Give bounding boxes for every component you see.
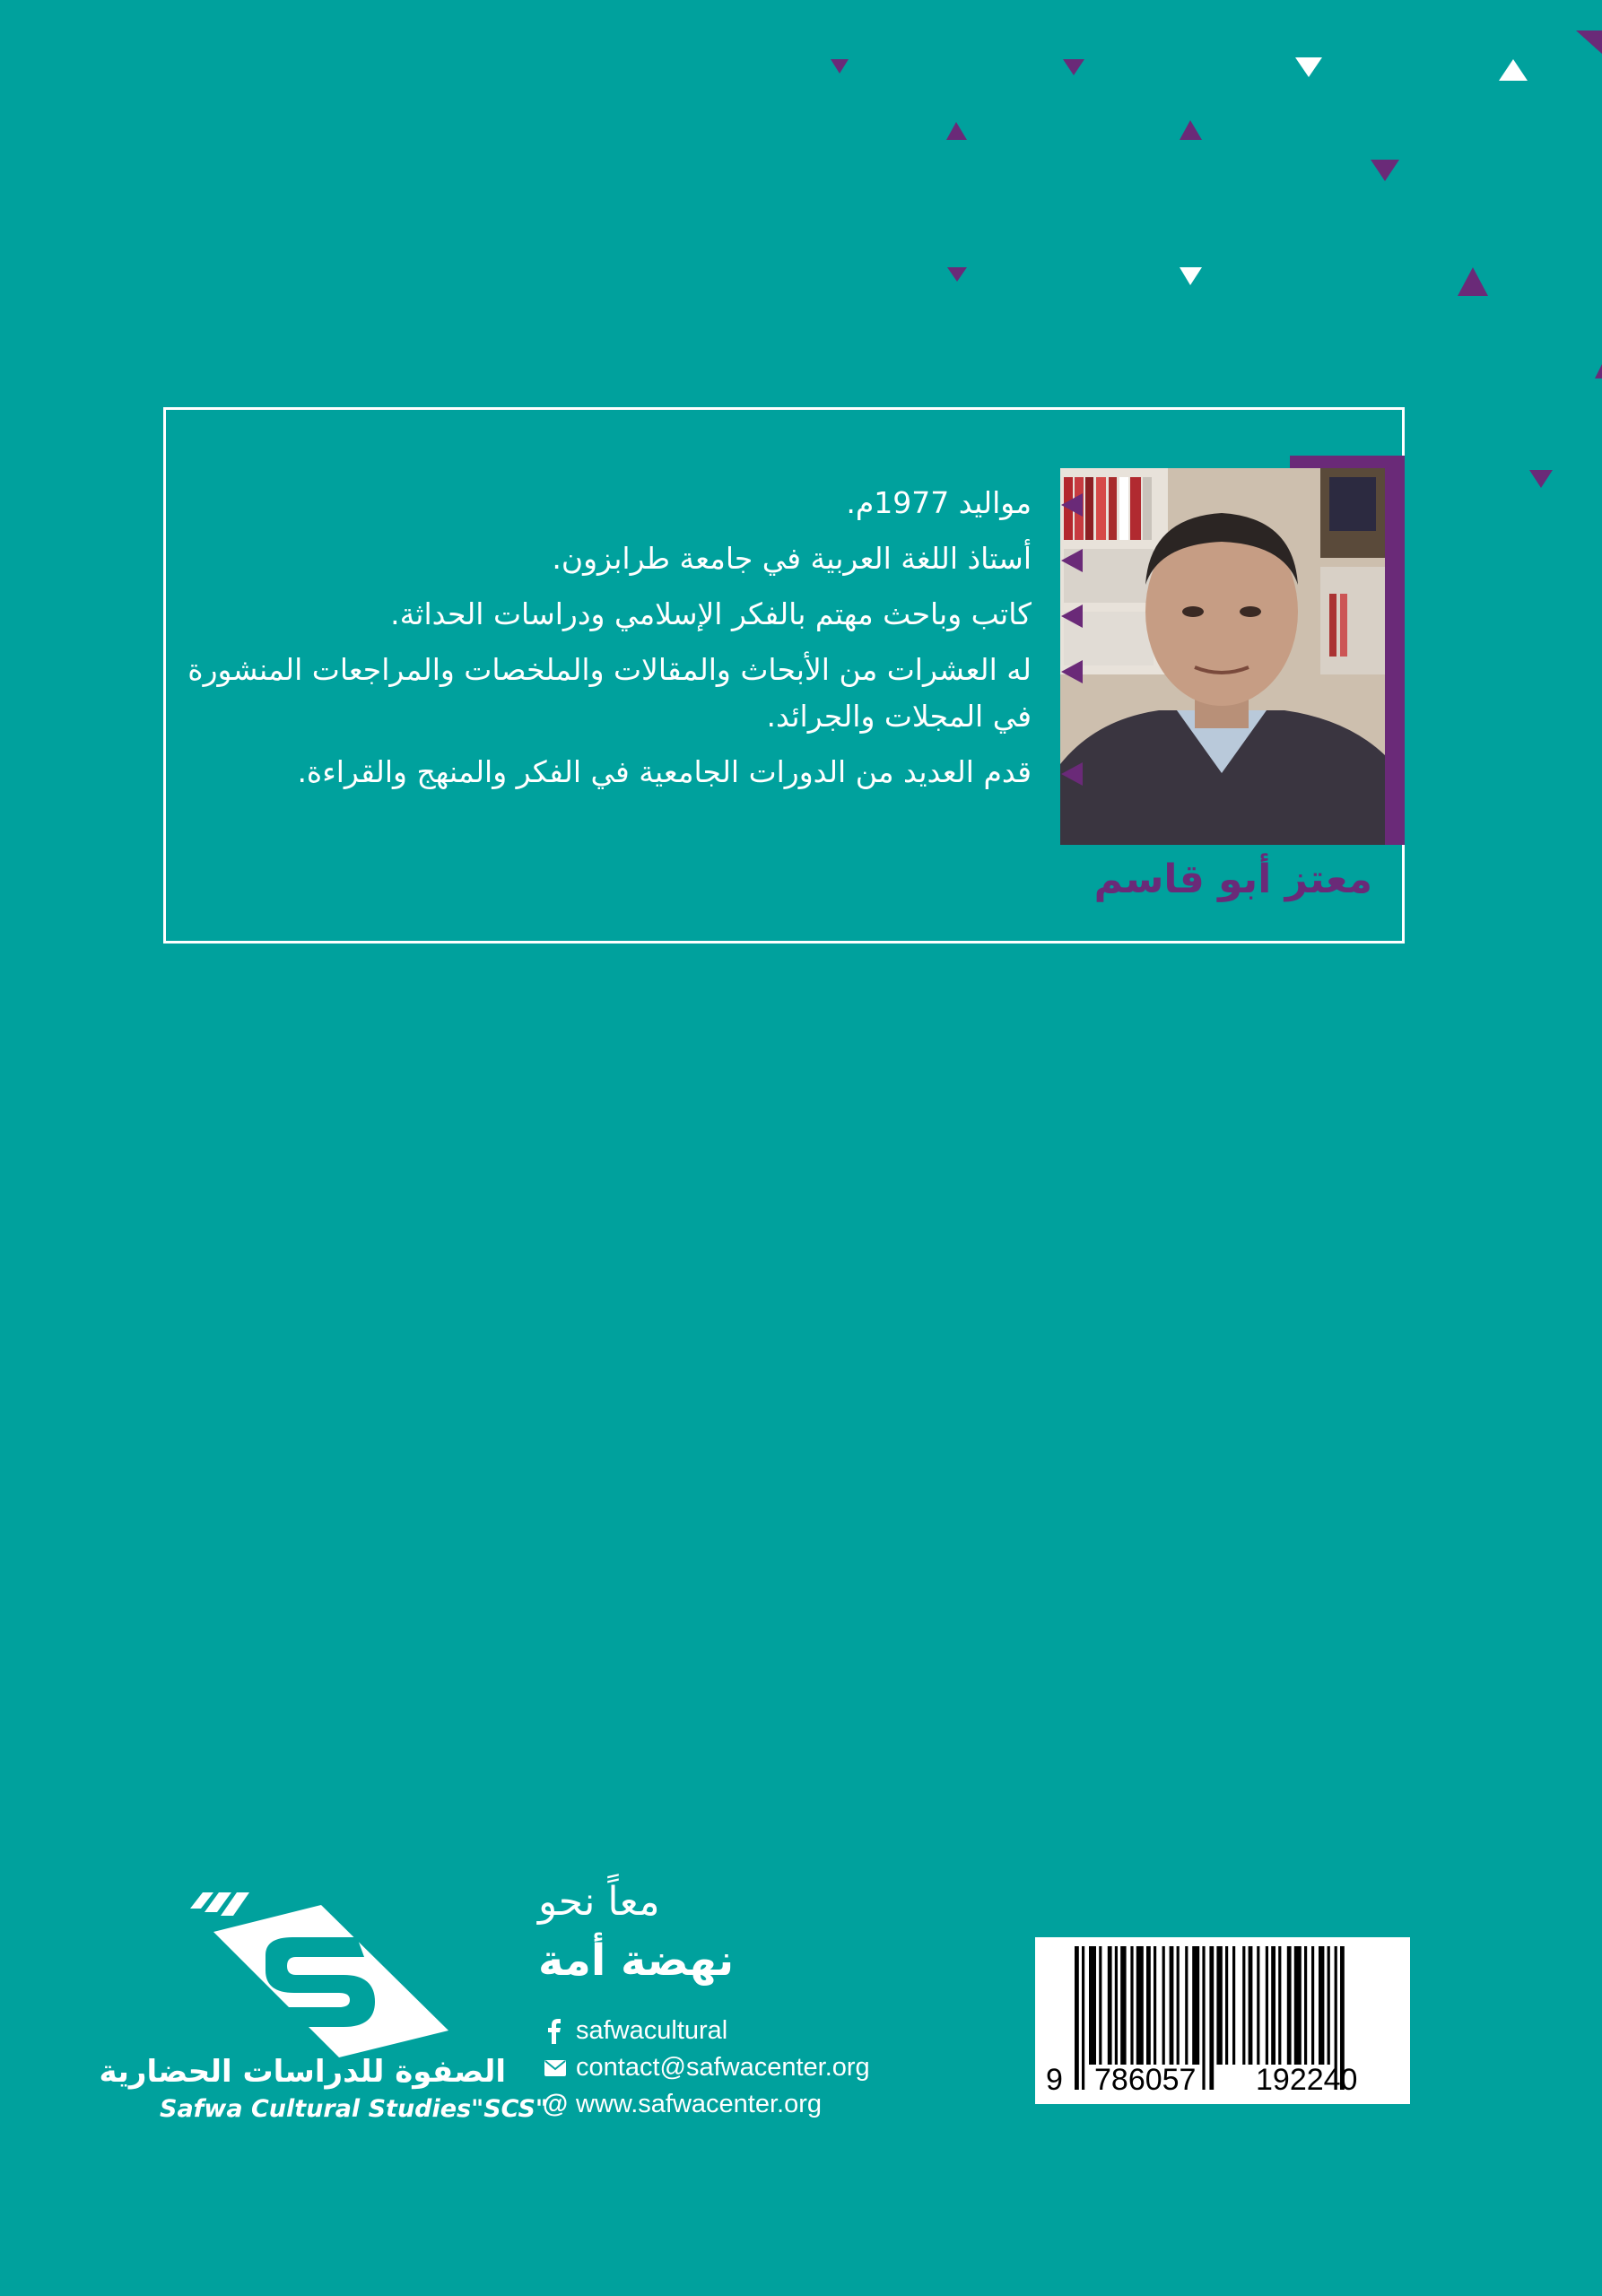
barcode-bar [1249,1946,1253,2065]
isbn-barcode [1035,1937,1410,2104]
triangle-shape [1458,267,1488,296]
triangle-shape [1180,267,1202,285]
bio-item [179,480,1032,526]
bullet-triangle-icon [1061,549,1083,572]
barcode-bar [1225,1946,1228,2065]
barcode-bar [1170,1946,1174,2065]
bio-item [179,591,1032,638]
bio-item-text: مواليد 1977م. [846,485,1032,520]
slogan-line-1: معاً نحو [538,1879,660,1925]
barcode-digit-group: 786057 [1094,2063,1197,2097]
barcode-bar [1185,1946,1188,2065]
barcode-bar [1154,1946,1156,2065]
barcode-bar [1304,1946,1307,2065]
barcode-bar [1278,1946,1281,2065]
triangle-shape [946,122,967,140]
barcode-bar [1130,1946,1133,2065]
author-photo [1060,468,1385,845]
triangle-shape [1595,364,1602,378]
bullet-triangle-icon [1061,762,1083,786]
facebook-handle: safwacultural [576,2016,728,2045]
barcode-bar [1257,1946,1259,2065]
barcode-bar [1120,1946,1126,2065]
barcode-bar [1232,1946,1235,2065]
barcode-bar [1115,1946,1118,2065]
barcode-bar [1089,1946,1096,2065]
barcode-bar [1266,1946,1268,2065]
publisher-contacts [542,2013,870,2123]
barcode-bar [1311,1946,1314,2065]
publisher-logo [99,1885,549,2127]
barcode-bar [1271,1946,1276,2065]
contact-email[interactable] [542,2049,870,2086]
barcode-bar [1099,1946,1101,2065]
triangle-shape [1576,30,1602,54]
email-address: contact@safwacenter.org [576,2053,870,2082]
barcode-bar [1294,1946,1302,2065]
triangle-shape [1371,160,1399,181]
triangle-shape [947,267,967,282]
bio-item-text: له العشرات من الأبحاث والمقالات والملخصات والمراجعات المنشورة في المجلات والجرائد. [187,652,1032,734]
barcode-bar [1242,1946,1245,2065]
bio-item [179,535,1032,582]
at-icon: @ [542,2090,569,2118]
bio-item-text: قدم العديد من الدورات الجامعية في الفكر والمنهج والقراءة. [297,754,1032,789]
email-icon [542,2060,569,2076]
barcode-digit-group: 9 [1046,2063,1063,2097]
barcode-digits [1035,2063,1410,2102]
barcode-bar [1319,1946,1324,2065]
bio-item [179,749,1032,796]
website-url: www.safwacenter.org [576,2090,823,2118]
barcode-bar [1146,1946,1151,2065]
barcode-bar [1287,1946,1292,2065]
barcode-bar [1328,1946,1330,2065]
bullet-triangle-icon [1061,660,1083,683]
bullet-triangle-icon [1061,493,1083,517]
bio-item-text: كاتب وباحث مهتم بالفكر الإسلامي ودراسات الحداثة. [390,596,1032,631]
triangle-shape [1180,120,1202,140]
barcode-bar [1177,1946,1180,2065]
barcode-bar [1136,1946,1144,2065]
bio-item [179,647,1032,740]
barcode-bar [1216,1946,1222,2065]
contact-website[interactable] [542,2086,870,2123]
author-name: معتز أبو قاسم [1093,857,1372,902]
bio-item-text: أستاذ اللغة العربية في جامعة طرابزون. [552,541,1032,576]
triangle-shape [831,59,849,74]
contact-facebook[interactable] [542,2013,870,2049]
triangle-shape [1529,470,1553,488]
triangle-shape [1499,59,1528,81]
slogan-line-2: نهضة أمة [538,1935,735,1986]
triangle-shape [1063,59,1084,75]
triangle-shape [1295,57,1322,77]
bullet-triangle-icon [1061,604,1083,628]
publisher-name-english: Safwa Cultural Studies"SCS" [160,2095,549,2123]
barcode-bar [1162,1946,1165,2065]
publisher-name-arabic: الصفوة للدراسات الحضارية [99,2054,506,2090]
barcode-bar [1192,1946,1199,2065]
barcode-bar [1108,1946,1112,2065]
author-bio-list [179,480,1032,804]
facebook-icon [542,2019,569,2044]
barcode-digit-group: 192240 [1256,2063,1358,2097]
